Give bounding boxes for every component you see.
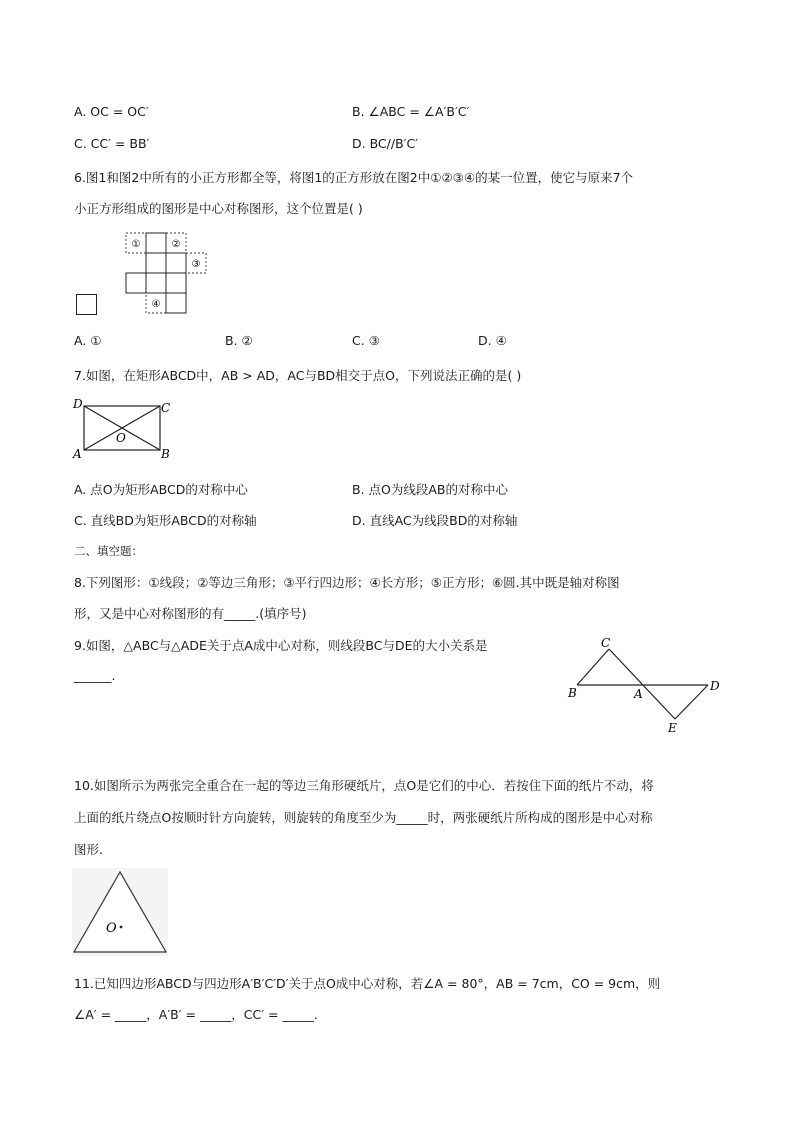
- q6-figure-label-4: ④: [151, 299, 161, 310]
- q6-figure-label-1: ①: [131, 239, 141, 250]
- q7-label-c: C: [161, 401, 171, 415]
- q9-label-d: D: [710, 679, 720, 693]
- q6-option-c: C. ③: [352, 333, 380, 348]
- q10-triangle-figure: [72, 868, 168, 956]
- q5-option-b: B. ∠ABC = ∠A′B′C′: [352, 104, 470, 119]
- q8-stem-line2: 形，又是中心对称图形的有_____.(填序号): [74, 606, 307, 621]
- q6-option-b: B. ②: [225, 333, 253, 348]
- q6-option-a: A. ①: [74, 333, 102, 348]
- q6-stem-line2: 小正方形组成的图形是中心对称图形，这个位置是( ): [74, 201, 363, 216]
- q7-label-b: B: [161, 447, 170, 461]
- q7-rectangle-figure: [70, 396, 180, 462]
- q10-stem-line3: 图形．: [74, 842, 112, 857]
- q9-stem-line1: 9.如图，△ABC与△ADE关于点A成中心对称，则线段BC与DE的大小关系是: [74, 638, 488, 653]
- q10-label-o: O: [106, 921, 117, 936]
- section-fill-in-blank-heading: 二、填空题：: [74, 544, 143, 558]
- q6-option-d: D. ④: [478, 333, 507, 348]
- q11-stem-line1: 11.已知四边形ABCD与四边形A′B′C′D′关于点O成中心对称，若∠A = 80°，AB = 7cm，CO = 9cm，则: [74, 976, 661, 991]
- q6-figure1-square: [76, 294, 98, 316]
- q6-figure-label-2: ②: [171, 239, 181, 250]
- q8-stem-line1: 8.下列图形：①线段；②等边三角形；③平行四边形；④长方形；⑤正方形；⑥圆.其中既是轴对称图: [74, 575, 620, 590]
- q9-label-c: C: [601, 636, 611, 650]
- q10-stem-line2: 上面的纸片绕点O按顺时针方向旋转，则旋转的角度至少为_____时，两张硬纸片所构成的图形是中心对称: [74, 810, 653, 825]
- q9-label-b: B: [568, 686, 577, 700]
- q9-triangles-figure: [564, 634, 734, 738]
- q10-stem-line1: 10.如图所示为两张完全重合在一起的等边三角形硬纸片，点O是它们的中心．若按住下面的纸片不动，将: [74, 778, 654, 793]
- q7-label-a: A: [73, 447, 82, 461]
- q7-option-d: D. 直线AC为线段BD的对称轴: [352, 513, 518, 528]
- q9-stem-line2: ______.: [74, 668, 116, 683]
- q6-stem-line1: 6.图1和图2中所有的小正方形都全等，将图1的正方形放在图2中①②③④的某一位置，使它与原来7个: [74, 170, 634, 185]
- q10-center-point: [120, 926, 123, 929]
- q5-option-a: A. OC = OC′: [74, 104, 149, 119]
- q7-label-o: O: [116, 431, 126, 445]
- q6-figure-label-3: ③: [191, 259, 201, 270]
- q9-label-e: E: [668, 721, 677, 735]
- q7-label-d: D: [73, 397, 83, 411]
- q11-stem-line2: ∠A′ = _____，A′B′ = _____，CC′ = _____.: [74, 1007, 318, 1022]
- q5-option-d: D. BC//B′C′: [352, 136, 419, 151]
- q7-option-a: A. 点O为矩形ABCD的对称中心: [74, 482, 248, 497]
- q7-stem: 7.如图，在矩形ABCD中，AB > AD，AC与BD相交于点O，下列说法正确的是( ): [74, 368, 522, 383]
- q7-option-b: B. 点O为线段AB的对称中心: [352, 482, 508, 497]
- q5-option-c: C. CC′ = BB′: [74, 136, 150, 151]
- q7-option-c: C. 直线BD为矩形ABCD的对称轴: [74, 513, 257, 528]
- q9-label-a: A: [634, 687, 643, 701]
- q6-figure2: [120, 228, 210, 318]
